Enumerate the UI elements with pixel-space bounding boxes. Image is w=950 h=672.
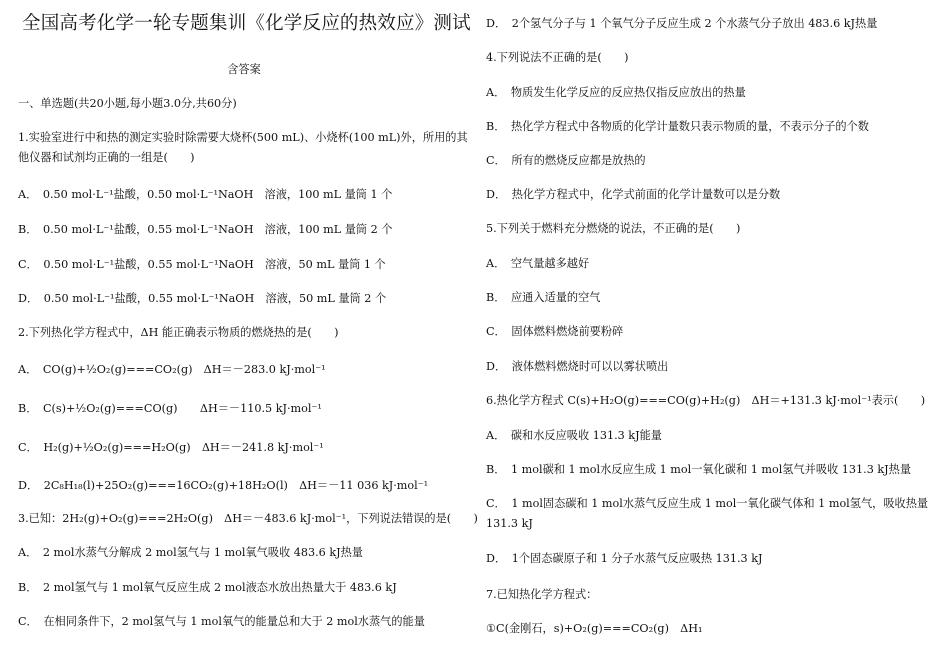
question-7-equation-1: ①C(金刚石，s)+O₂(g)===CO₂(g) ΔH₁ — [486, 622, 703, 635]
question-2-stem: 2.下列热化学方程式中，ΔH 能正确表示物质的燃烧热的是( ) — [18, 326, 339, 339]
document-title: 全国高考化学一轮专题集训《化学反应的热效应》测试 — [22, 13, 471, 34]
question-6-option-c: C． 1 mol固态碳和 1 mol水蒸气反应生成 1 mol一氧化碳气体和 1 mol氢气，吸收热量 131.3 kJ — [486, 497, 929, 530]
question-1-option-b: B． 0.50 mol·L⁻¹盐酸，0.55 mol·L⁻¹NaOH 溶液，100 mL 量筒 2 个 — [18, 223, 393, 236]
question-5-option-c: C． 固体燃料燃烧前要粉碎 — [486, 325, 624, 338]
question-5-stem: 5.下列关于燃料充分燃烧的说法，不正确的是( ) — [486, 222, 741, 235]
question-4-option-d: D． 热化学方程式中，化学式前面的化学计量数可以是分数 — [486, 188, 781, 201]
question-6-option-a: A． 碳和水反应吸收 131.3 kJ能量 — [486, 429, 662, 442]
question-4-option-c: C． 所有的燃烧反应都是放热的 — [486, 154, 646, 167]
question-3-option-a: A． 2 mol水蒸气分解成 2 mol氢气与 1 mol氧气吸收 483.6 kJ热量 — [18, 546, 363, 559]
question-5-option-b: B． 应通入适量的空气 — [486, 291, 601, 304]
question-1-option-a: A． 0.50 mol·L⁻¹盐酸，0.50 mol·L⁻¹NaOH 溶液，100 mL 量筒 1 个 — [18, 188, 393, 201]
question-3-option-d: D． 2个氢气分子与 1 个氧气分子反应生成 2 个水蒸气分子放出 483.6 kJ热量 — [486, 17, 878, 30]
question-2-option-a: A． CO(g)+½O₂(g)===CO₂(g) ΔH＝－283.0 kJ·mol⁻¹ — [18, 363, 326, 376]
question-2-option-c: C． H₂(g)+½O₂(g)===H₂O(g) ΔH＝－241.8 kJ·mol⁻¹ — [18, 441, 324, 454]
question-4-stem: 4.下列说法不正确的是( ) — [486, 51, 629, 64]
question-6-option-b: B． 1 mol碳和 1 mol水反应生成 1 mol一氧化碳和 1 mol氢气并吸收 131.3 kJ热量 — [486, 463, 912, 476]
question-1-option-d: D． 0.50 mol·L⁻¹盐酸，0.55 mol·L⁻¹NaOH 溶液，50 mL 量筒 2 个 — [18, 292, 387, 305]
question-1-stem: 1.实验室进行中和热的测定实验时除需要大烧杯(500 mL)、小烧杯(100 mL)外，所用的其他仪器和试剂均正确的一组是( ) — [18, 131, 468, 164]
question-5-option-d: D． 液体燃料燃烧时可以以雾状喷出 — [486, 360, 669, 373]
question-6-stem: 6.热化学方程式 C(s)+H₂O(g)===CO(g)+H₂(g) ΔH＝+131.3 kJ·mol⁻¹表示( ) — [486, 394, 926, 407]
question-4-option-a: A． 物质发生化学反应的反应热仅指反应放出的热量 — [486, 86, 746, 99]
question-6-option-d: D． 1个固态碳原子和 1 分子水蒸气反应吸热 131.3 kJ — [486, 552, 763, 565]
question-4-option-b: B． 热化学方程式中各物质的化学计量数只表示物质的量，不表示分子的个数 — [486, 120, 869, 133]
answer-note: 含答案 — [227, 63, 261, 76]
question-5-option-a: A． 空气量越多越好 — [486, 257, 590, 270]
question-3-option-b: B． 2 mol氢气与 1 mol氧气反应生成 2 mol液态水放出热量大于 483.6 kJ — [18, 581, 397, 594]
question-7-stem: 7.已知热化学方程式： — [486, 588, 598, 601]
question-3-option-c: C． 在相同条件下，2 mol氢气与 1 mol氧气的能量总和大于 2 mol水蒸气的能量 — [18, 615, 425, 628]
question-2-option-b: B． C(s)+½O₂(g)===CO(g) ΔH＝－110.5 kJ·mol⁻¹ — [18, 402, 322, 415]
question-2-option-d: D． 2C₈H₁₈(l)+25O₂(g)===16CO₂(g)+18H₂O(l) ΔH＝－11 036 kJ·mol⁻¹ — [18, 479, 429, 492]
question-3-stem: 3.已知：2H₂(g)+O₂(g)===2H₂O(g) ΔH＝－483.6 kJ·mol⁻¹，下列说法错误的是( ) — [18, 512, 478, 525]
question-1-option-c: C． 0.50 mol·L⁻¹盐酸，0.55 mol·L⁻¹NaOH 溶液，50 mL 量筒 1 个 — [18, 258, 386, 271]
section-heading: 一、单选题(共20小题,每小题3.0分,共60分) — [18, 97, 237, 110]
